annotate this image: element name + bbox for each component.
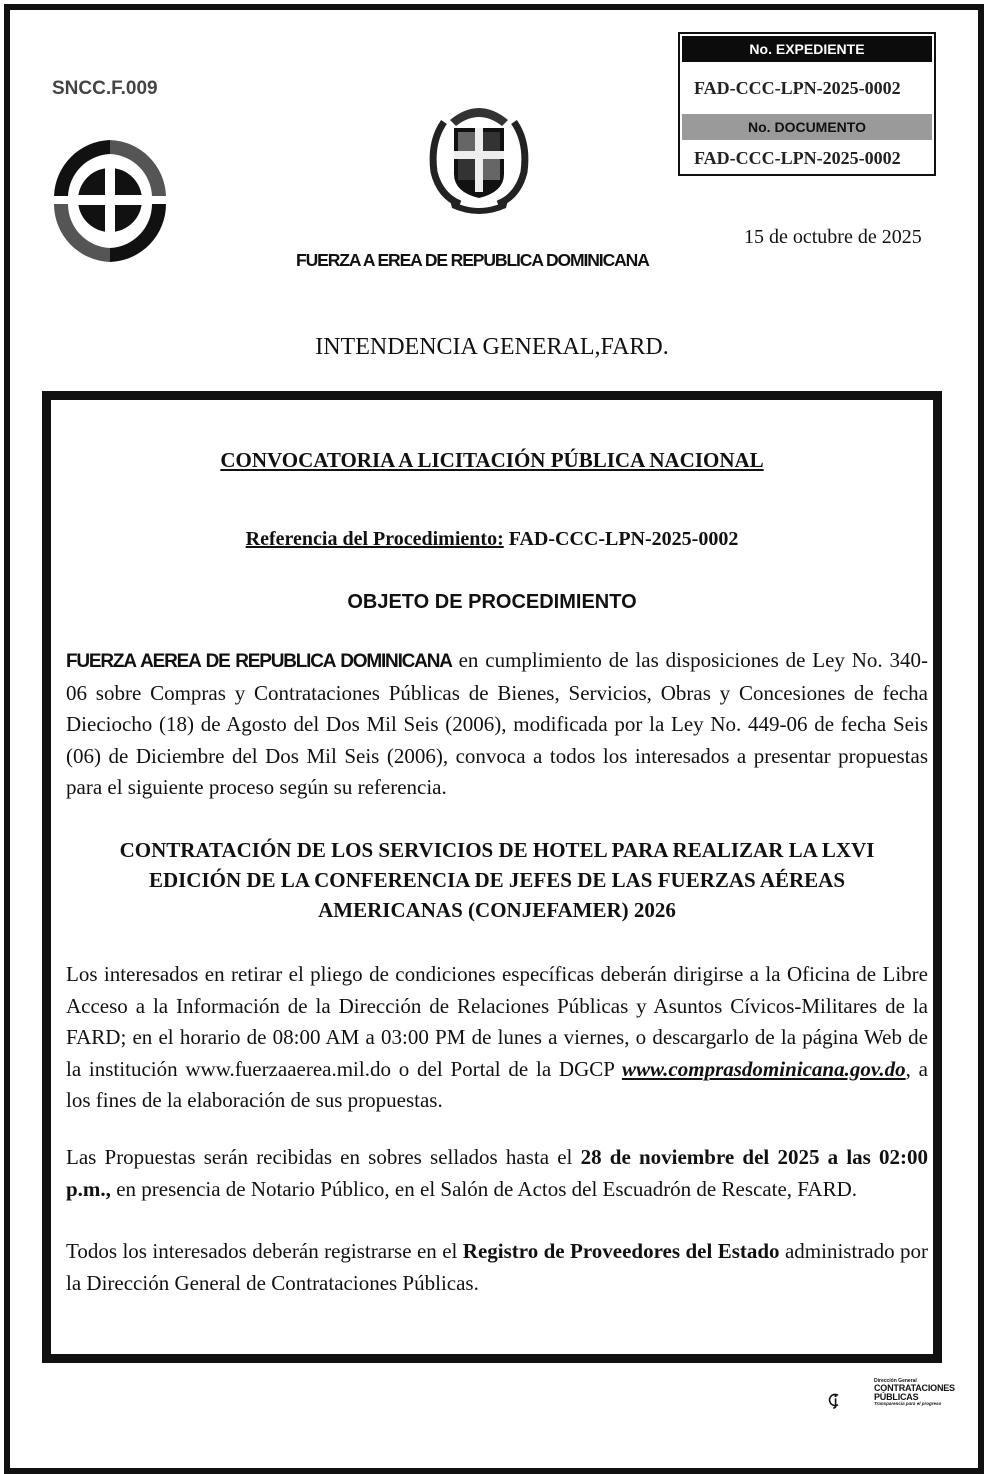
registro-end: administrado por la Dirección General de Contrataciones Públicas. — [66, 1239, 929, 1295]
portal-link[interactable]: www.comprasdominicana.gov.do — [621, 1056, 906, 1081]
expediente-box — [678, 32, 936, 176]
coat-of-arms-icon — [420, 92, 538, 218]
reference-label: Referencia del Procedimiento: — [245, 528, 504, 550]
registro-bold: Registro de Proveedores del Estado — [462, 1239, 780, 1263]
propuestas-deadline: 28 de noviembre del 2025 a las 02:00 p.m., — [66, 1145, 929, 1201]
reference-value: FAD-CCC-LPN-2025-0002 — [508, 528, 739, 550]
propuestas-paragraph — [66, 1142, 928, 1205]
institution-name: FUERZA A EREA DE REPUBLICA DOMINICANA — [296, 250, 649, 270]
notice-title: CONVOCATORIA A LICITACIÓN PÚBLICA NACIONAL — [220, 448, 764, 472]
document-date: 15 de octubre de 2025 — [744, 226, 922, 248]
objeto-heading: OBJETO DE PROCEDIMIENTO — [347, 591, 637, 613]
documento-label: No. DOCUMENTO — [682, 114, 932, 140]
pliego-text: Los interesados en retirar el pliego de condiciones específicas deberán dirigirse a la Oficina de Libre Acceso a la Información de la Dirección de Relaciones Públicas y Asuntos Cívicos-Militares de la FARD; en el horario de 08:00 AM a 03:00 PM de lunes a viernes, o descargarlo de la página Web de la institución www.fuerzaaerea.mil.do o del Portal de la DGCP — [66, 962, 928, 1081]
registro-text: Todos los interesados deberán registrarse en el — [66, 1239, 458, 1263]
service-title: CONTRATACIÓN DE LOS SERVICIOS DE HOTEL PARA REALIZAR LA LXVI EDICIÓN DE LA CONFERENCIA DE JEFES DE LAS FUERZAS AÉREAS AMERICANAS (CONJEFAMER) 2026 — [119, 838, 875, 922]
procedure-reference — [51, 528, 933, 551]
pliego-end: , a los fines de la elaboración de sus propuestas. — [66, 1056, 929, 1112]
department-title: INTENDENCIA GENERAL,FARD. — [315, 334, 669, 360]
pliego-paragraph — [66, 959, 928, 1117]
form-code: SNCC.F.009 — [52, 78, 158, 99]
propuestas-end: en presencia de Notario Público, en el Salón de Actos del Escuadrón de Rescate, FARD. — [116, 1176, 858, 1201]
intro-paragraph — [66, 645, 928, 804]
intro-org-name: FUERZA AEREA DE REPUBLICA DOMINICANA — [66, 651, 452, 672]
notice-box — [42, 391, 942, 1363]
sncc-logo-icon — [48, 134, 172, 268]
dgcp-line1: Dirección General — [874, 1378, 917, 1384]
dgcp-line3: PÚBLICAS — [874, 1392, 919, 1402]
dgcp-line2: CONTRATACIONES — [874, 1383, 955, 1393]
expediente-value: FAD-CCC-LPN-2025-0002 — [694, 78, 901, 98]
dgcp-logo-text — [874, 1379, 955, 1407]
dgcp-tagline: Transparencia para el progreso — [874, 1401, 942, 1406]
registro-paragraph — [66, 1236, 928, 1299]
expediente-label: No. EXPEDIENTE — [682, 36, 932, 62]
propuestas-text: Las Propuestas serán recibidas en sobres sellados hasta el — [66, 1145, 573, 1169]
intro-text: en cumplimiento de las disposiciones de Ley No. 340-06 sobre Compras y Contrataciones Públicas de Bienes, Servicios, Obras y Concesiones de fecha Dieciocho (18) de Agosto del Dos Mil Seis (2006), modificada por la Ley No. 449-06 de fecha Seis (06) de Diciembre del Dos Mil Seis (2006), convoca a todos los interesados a presentar propuestas para el siguiente proceso según su referencia. — [66, 648, 928, 799]
dgcp-logo-icon — [826, 1380, 874, 1420]
documento-value: FAD-CCC-LPN-2025-0002 — [694, 148, 901, 168]
